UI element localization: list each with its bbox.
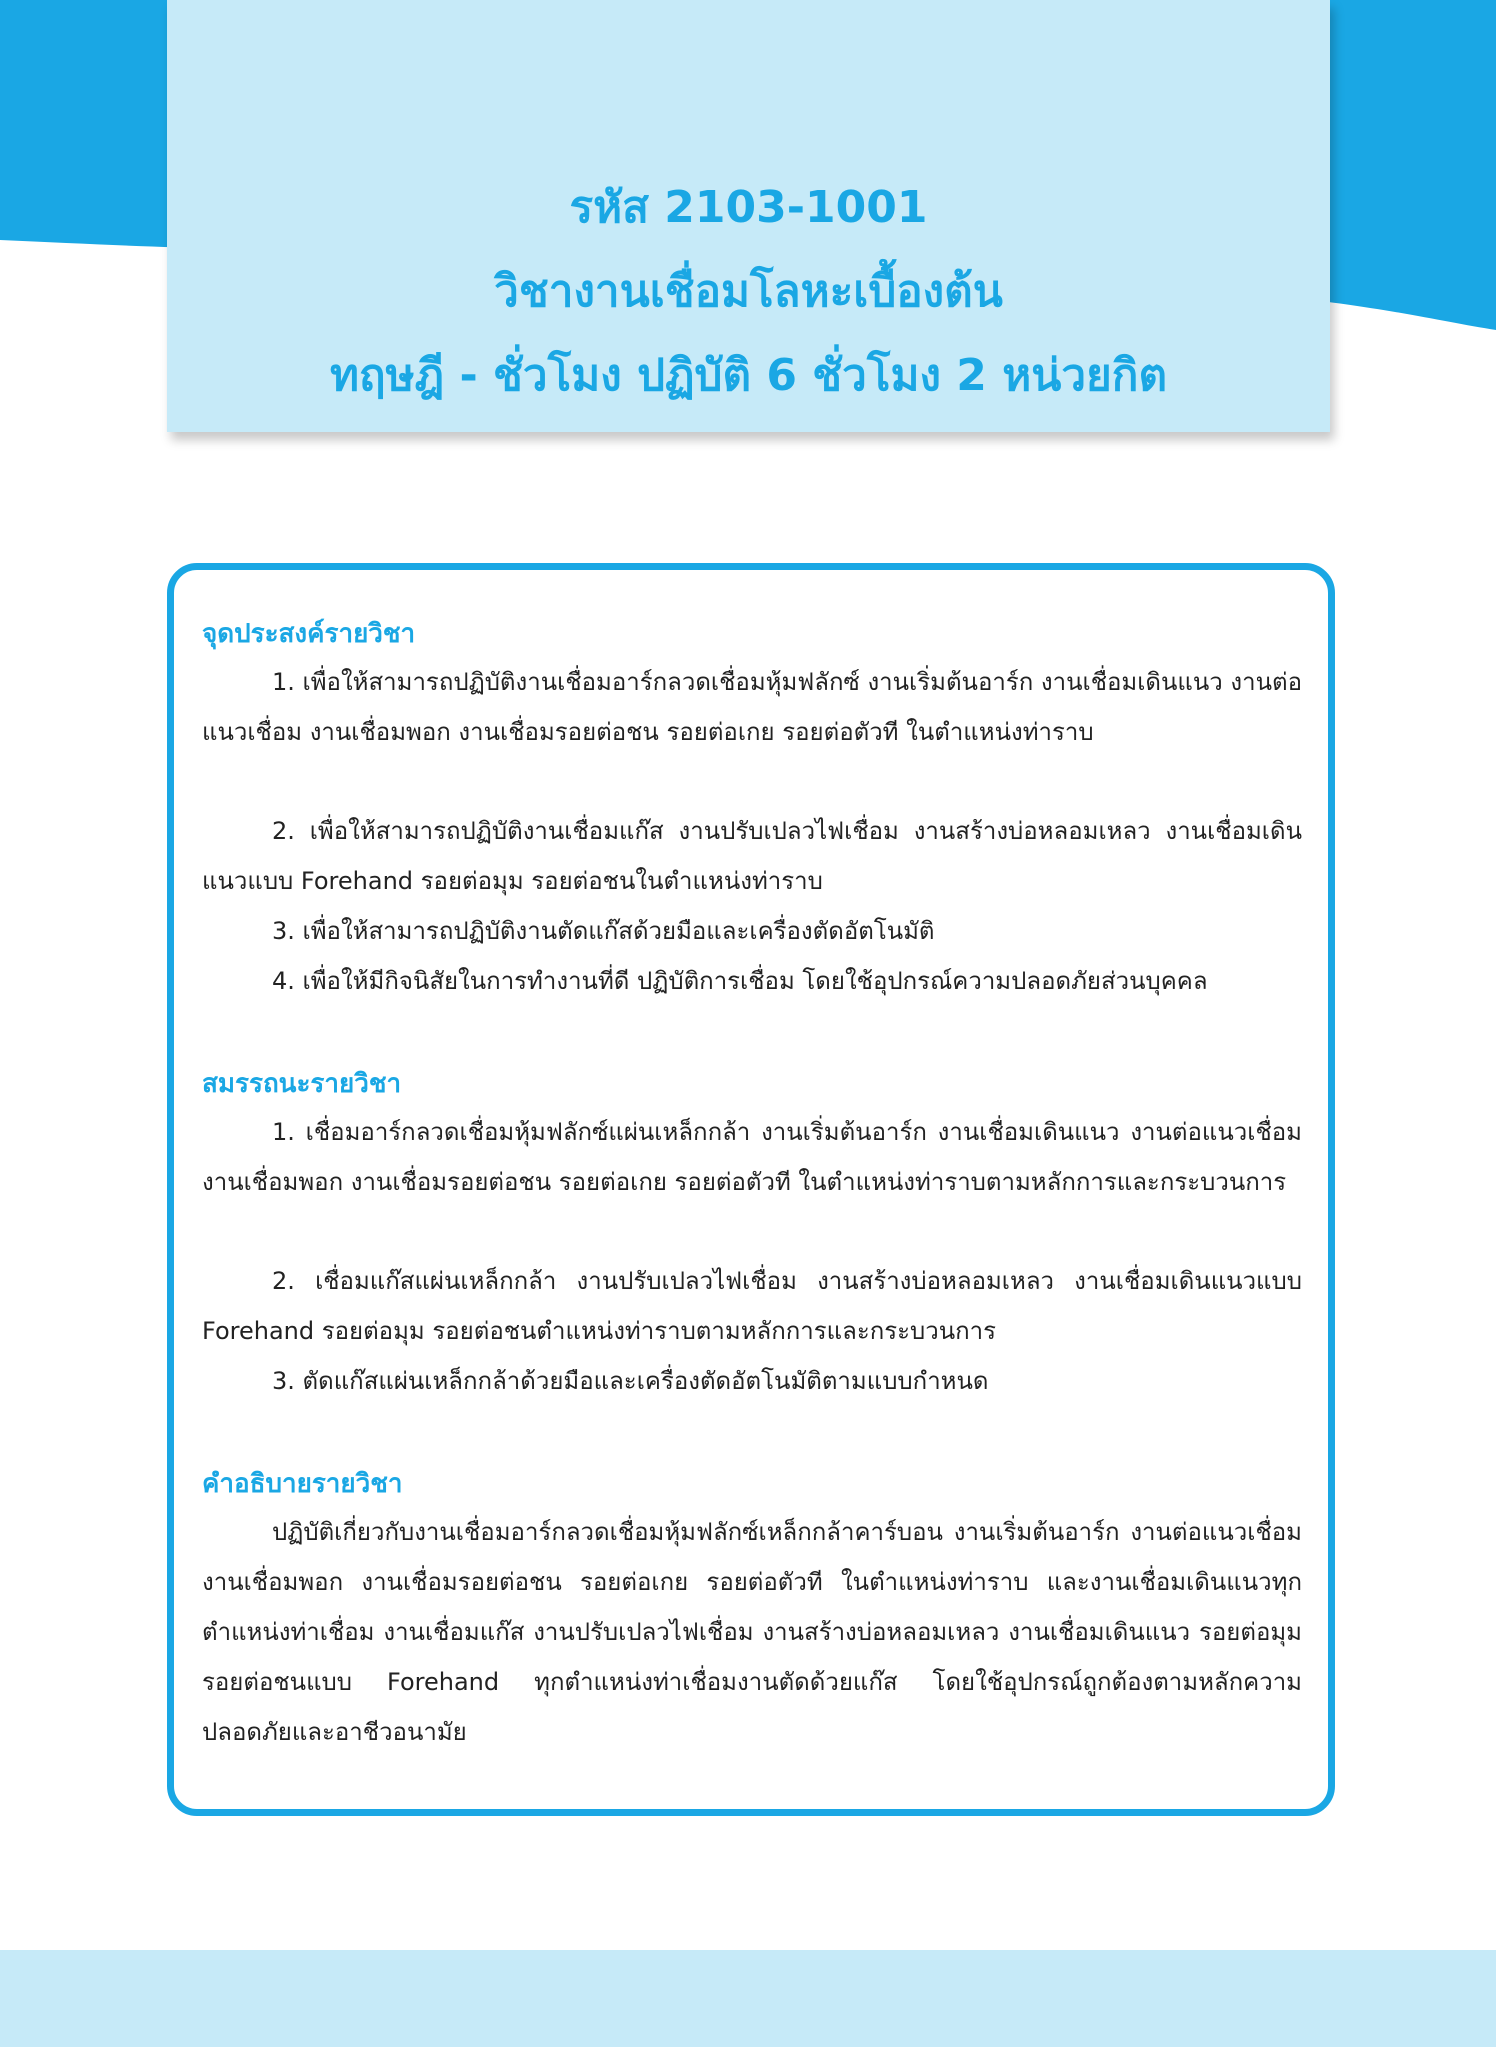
competencies-heading: สมรรถนะรายวิชา bbox=[202, 1069, 402, 1099]
objectives-heading: จุดประสงค์รายวิชา bbox=[202, 619, 416, 649]
course-hours: ทฤษฎี - ชั่วโมง ปฏิบัติ 6 ชั่วโมง 2 หน่วยกิต bbox=[329, 350, 1168, 401]
description-heading: คำอธิบายรายวิชา bbox=[202, 1469, 403, 1499]
competency-item-3: 3. ตัดแก๊สแผ่นเหล็กกล้าด้วยมือและเครื่องตัดอัตโนมัติตามแบบกำหนด bbox=[272, 1367, 989, 1395]
competency-item-2: 2. เชื่อมแก๊สแผ่นเหล็กกล้า งานปรับเปลวไฟเชื่อม งานสร้างบ่อหลอมเหลว งานเชื่อมเดินแนวแบบ Forehand รอยต่อมุม รอยต่อชนตำแหน่งท่าราบตามหลักการและกระบวนการ bbox=[202, 1267, 1302, 1345]
objective-item-2: 2. เพื่อให้สามารถปฏิบัติงานเชื่อมแก๊ส งานปรับเปลวไฟเชื่อม งานสร้างบ่อหลอมเหลว งานเชื่อมเดินแนวแบบ Forehand รอยต่อมุม รอยต่อชนในตำแหน่งท่าราบ bbox=[202, 817, 1302, 895]
footer-band bbox=[0, 1950, 1496, 2047]
header-card bbox=[167, 0, 1330, 432]
objective-item-3: 3. เพื่อให้สามารถปฏิบัติงานตัดแก๊สด้วยมือและเครื่องตัดอัตโนมัติ bbox=[272, 917, 935, 945]
competency-item-1: 1. เชื่อมอาร์กลวดเชื่อมหุ้มฟลักซ์แผ่นเหล็กกล้า งานเริ่มต้นอาร์ก งานเชื่อมเดินแนว งานต่อแนวเชื่อม งานเชื่อมพอก งานเชื่อมรอยต่อชน รอยต่อเกย รอยต่อตัวที ในตำแหน่งท่าราบตามหลักการและกระบวนการ bbox=[202, 1118, 1302, 1196]
course-code: รหัส 2103-1001 bbox=[569, 182, 928, 233]
objective-item-1: 1. เพื่อให้สามารถปฏิบัติงานเชื่อมอาร์กลวดเชื่อมหุ้มฟลักซ์ งานเริ่มต้นอาร์ก งานเชื่อมเดินแนว งานต่อแนวเชื่อม งานเชื่อมพอก งานเชื่อมรอยต่อชน รอยต่อเกย รอยต่อตัวที ในตำแหน่งท่าราบ bbox=[202, 668, 1302, 746]
course-title: วิชางานเชื่อมโลหะเบื้องต้น bbox=[494, 266, 1003, 317]
description-text: ปฏิบัติเกี่ยวกับงานเชื่อมอาร์กลวดเชื่อมหุ้มฟลักซ์เหล็กกล้าคาร์บอน งานเริ่มต้นอาร์ก งานต่อแนวเชื่อม งานเชื่อมพอก งานเชื่อมรอยต่อชน รอยต่อเกย รอยต่อตัวที ในตำแหน่งท่าราบ และงานเชื่อมเดินแนวทุกตำแหน่งท่าเชื่อม งานเชื่อมแก๊ส งานปรับเปลวไฟเชื่อม งานสร้างบ่อหลอมเหลว งานเชื่อมเดินแนว รอยต่อมุม รอยต่อชนแบบ Forehand ทุกตำแหน่งท่าเชื่อมงานตัดด้วยแก๊ส โดยใช้อุปกรณ์ถูกต้องตามหลักความปลอดภัยและอาชีวอนามัย bbox=[202, 1518, 1302, 1746]
course-info-box bbox=[167, 563, 1335, 1816]
objective-item-4: 4. เพื่อให้มีกิจนิสัยในการทำงานที่ดี ปฏิบัติการเชื่อม โดยใช้อุปกรณ์ความปลอดภัยส่วนบุคคล bbox=[272, 967, 1208, 995]
